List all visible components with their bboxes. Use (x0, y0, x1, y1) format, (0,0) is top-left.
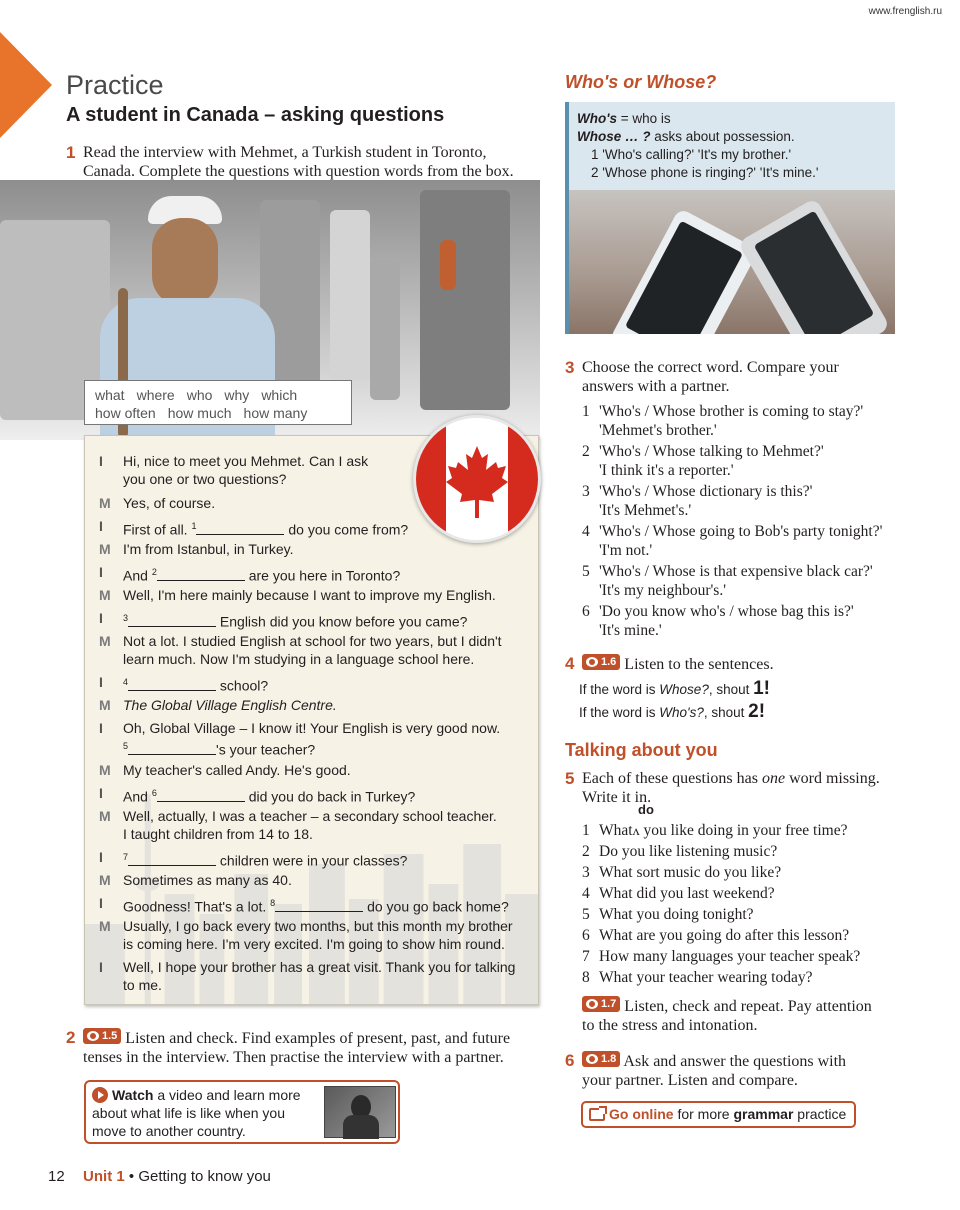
talking-title: Talking about you (565, 740, 718, 760)
dialogue-text (123, 784, 523, 806)
speaker-label: M (99, 808, 111, 824)
item-question: Do you like listening music? (599, 843, 778, 860)
speaker-label: M (99, 541, 111, 557)
dialogue-text-line: Sometimes as many as 40. (123, 872, 292, 888)
grammar-example: 1 'Who's calling?' 'It's my brother.' (591, 147, 792, 162)
item-question: 'Who's / Whose is that expensive black car?' (599, 563, 873, 580)
dialogue-text (123, 586, 523, 604)
speaker-label: I (99, 453, 103, 469)
instruction-line: Canada. Complete the questions with question words from the box. (83, 163, 514, 180)
exercise-number: 3 (565, 358, 575, 377)
speaker-label: I (99, 610, 103, 626)
speaker-label: I (99, 564, 103, 580)
insertion-mark: ʌ (632, 824, 640, 839)
item-question: 'Who's / Whose dictionary is this?' (599, 483, 813, 500)
speaker-label: I (99, 849, 103, 865)
instruction-line: Choose the correct word. Compare your (582, 359, 839, 376)
watch-video-box[interactable] (84, 1080, 400, 1144)
dialogue-text-line: Oh, Global Village – I know it! Your English is very good now. (123, 720, 501, 736)
unit-title: Getting to know you (138, 1168, 271, 1185)
speaker-label: M (99, 697, 111, 713)
speaker-label: M (99, 633, 111, 649)
item-answer: 'I think it's a reporter.' (599, 462, 734, 479)
watch-text: move to another country. (92, 1123, 246, 1139)
exercise-number: 5 (565, 769, 575, 788)
grammar-title: Who's or Whose? (565, 72, 717, 92)
dialogue-text (123, 761, 523, 779)
dialogue-text (123, 563, 523, 585)
speaker-label: I (99, 720, 103, 736)
answer-blank[interactable] (275, 900, 363, 912)
gap-fill-line: $^7$ children were in your classes? (123, 852, 408, 869)
play-icon (92, 1087, 108, 1103)
instruction-line: Write it in. (582, 789, 652, 806)
gap-number: 7 (123, 852, 129, 862)
dialogue-text (123, 871, 523, 889)
instruction-line: Listen, check and repeat. Pay attention (624, 998, 872, 1015)
grammar-rule-1: Who's = who is (577, 111, 671, 126)
gap-number: 8 (270, 898, 276, 908)
item-number: 1 (582, 403, 590, 420)
go-online-button[interactable] (581, 1101, 856, 1128)
item-answer: 'Mehmet's brother.' (599, 422, 717, 439)
site-url: www.frenglish.ru (868, 6, 942, 17)
speaker-label: I (99, 518, 103, 534)
exercise-number: 1 (66, 143, 76, 162)
item-number: 2 (582, 843, 590, 860)
dialogue-text (123, 894, 523, 916)
page-subheading: A student in Canada – asking questions (66, 104, 445, 126)
dialogue-text (123, 696, 523, 714)
instruction-line: your partner. Listen and compare. (582, 1072, 798, 1089)
dialogue-text-line: Well, I hope your brother has a great visit. Thank you for talking (123, 959, 516, 975)
item-number: 4 (582, 885, 590, 902)
word-row-1 (95, 386, 341, 404)
speaker-icon (586, 1054, 598, 1064)
exercise-number: 6 (565, 1051, 575, 1070)
watch-text: a video and learn more (157, 1087, 301, 1103)
shout-rule-2: If the word is Who's?, shout 2! (579, 701, 766, 722)
instruction-line: to the stress and intonation. (582, 1017, 758, 1034)
instruction-line: Listen and check. Find examples of present, past, and future (125, 1030, 511, 1047)
audio-button[interactable] (83, 1028, 121, 1044)
speaker-label: M (99, 762, 111, 778)
gap-fill-line: And $^6$ did you do back in Turkey? (123, 788, 416, 805)
word: how much (167, 405, 232, 421)
item-number: 2 (582, 443, 590, 460)
word: how many (243, 405, 308, 421)
dialogue-text-line: Yes, of course. (123, 495, 216, 511)
speaker-icon (586, 657, 598, 667)
dialogue-text (123, 917, 523, 953)
speaker-label: M (99, 872, 111, 888)
page-heading: Practice (66, 70, 164, 100)
grammar-box (565, 102, 895, 334)
audio-button[interactable] (582, 654, 620, 670)
audio-button[interactable] (582, 996, 620, 1012)
gap-fill-line: $^3$ English did you know before you came? (123, 613, 468, 630)
dialogue-text-line: learn much. Now I'm studying in a language school here. (123, 651, 475, 667)
item-question: 'Who's / Whose talking to Mehmet?' (599, 443, 824, 460)
dialogue-text-line: I'm from Istanbul, in Turkey. (123, 541, 294, 557)
item-question: What sort music do you like? (599, 864, 782, 881)
word: why (224, 387, 250, 403)
watch-label: Watch (112, 1087, 154, 1103)
instruction-line: Ask and answer the questions with (623, 1053, 847, 1070)
speaker-label: M (99, 587, 111, 603)
dialogue-text (123, 848, 523, 870)
dialogue-text (123, 807, 523, 843)
item-question: 'Who's / Whose brother is coming to stay?' (599, 403, 864, 420)
item-question: What your teacher wearing today? (599, 969, 813, 986)
item-number: 3 (582, 483, 590, 500)
exercise-number: 4 (565, 654, 575, 673)
page-number: 12 (48, 1168, 65, 1185)
item-number: 5 (582, 563, 590, 580)
instruction-line: Listen to the sentences. (624, 656, 774, 673)
go-online-label: Go online (609, 1106, 674, 1122)
dialogue-text-line: I taught children from 14 to 18. (123, 826, 313, 842)
item-question: What are you going do after this lesson? (599, 927, 850, 944)
gap-number: 4 (123, 677, 129, 687)
dialogue-text-line: Well, I'm here mainly because I want to improve my English. (123, 587, 496, 603)
audio-button[interactable] (582, 1051, 620, 1067)
audio-track: 1.5 (102, 1029, 118, 1042)
item-answer: 'It's Mehmet's.' (599, 502, 692, 519)
word-row-2 (95, 404, 341, 422)
speaker-label: I (99, 959, 103, 975)
gap-number: 2 (151, 567, 157, 577)
grammar-rule-2: Whose … ? asks about possession. (577, 129, 795, 144)
exercise-5-listen (582, 996, 912, 1035)
word: which (261, 387, 298, 403)
dialogue-text-line: The Global Village English Centre. (123, 697, 337, 713)
exercise-1-instructions (83, 143, 514, 181)
question-word-box (84, 380, 352, 425)
online-text: practice (793, 1106, 847, 1122)
dialogue-text (123, 609, 523, 631)
word: what (95, 387, 125, 403)
answer-blank[interactable] (157, 790, 245, 802)
speaker-label: I (99, 674, 103, 690)
gap-fill-line: Goodness! That's a lot. $^8$ do you go back home? (123, 898, 509, 915)
item-number: 6 (582, 603, 590, 620)
item-answer: 'It's my neighbour's.' (599, 582, 726, 599)
gap-number: 6 (151, 788, 157, 798)
shout-rule-1: If the word is Whose?, shout 1! (579, 678, 771, 699)
item-question: 'Who's / Whose going to Bob's party tonight?' (599, 523, 883, 540)
watch-text: about what life is like when you (92, 1105, 285, 1121)
audio-track: 1.7 (601, 997, 617, 1010)
corner-tab (0, 32, 52, 138)
gap-fill-line: And $^2$ are you here in Toronto? (123, 567, 401, 584)
inserted-word: do (638, 802, 654, 817)
dialogue-text-line: you one or two questions? (123, 471, 287, 487)
item-number: 4 (582, 523, 590, 540)
item-number: 1 (582, 822, 590, 839)
answer-blank[interactable] (128, 854, 216, 866)
gap-number: 1 (191, 521, 197, 531)
dialogue-text (123, 540, 523, 558)
dialogue-text (123, 632, 523, 668)
dialogue-text-line: Well, actually, I was a teacher – a secondary school teacher. (123, 808, 497, 824)
speaker-icon (586, 999, 598, 1009)
answer-blank[interactable] (196, 523, 284, 535)
gap-fill-line: $^5$ 's your teacher? (123, 741, 316, 758)
audio-track: 1.6 (601, 655, 617, 668)
item-question: 'Do you know who's / whose bag this is?' (599, 603, 854, 620)
speaker-icon (87, 1031, 99, 1041)
online-text: for more (673, 1106, 734, 1122)
answer-blank[interactable] (128, 615, 216, 627)
exercise-number: 2 (66, 1028, 76, 1047)
dialogue-text-line: My teacher's called Andy. He's good. (123, 762, 351, 778)
audio-track: 1.8 (601, 1052, 617, 1065)
item-number: 6 (582, 927, 590, 944)
dialogue-text-line: Usually, I go back every two months, but this month my brother (123, 918, 513, 934)
item-question: What you doing tonight? (599, 906, 754, 923)
speaker-label: M (99, 495, 111, 511)
grammar-example: 2 'Whose phone is ringing?' 'It's mine.' (591, 165, 819, 180)
page-footer (48, 1168, 271, 1185)
instruction-line: Read the interview with Mehmet, a Turkish student in Toronto, (83, 144, 487, 161)
item-question: What did you last weekend? (599, 885, 775, 902)
word: who (186, 387, 213, 403)
answer-blank[interactable] (157, 569, 245, 581)
instruction-line: Each of these questions has one word missing. (582, 770, 880, 787)
instruction-line: answers with a partner. (582, 378, 730, 395)
item-question: Whatʌ you like doing in your free time? (599, 822, 848, 839)
dialogue-text-line: to me. (123, 977, 162, 993)
item-number: 7 (582, 948, 590, 965)
dialogue-text (123, 673, 523, 695)
dialogue-text-line: is coming here. I'm very excited. I'm going to show him round. (123, 936, 505, 952)
item-number: 5 (582, 906, 590, 923)
gap-fill-line: $^4$ school? (123, 677, 269, 694)
canada-flag (413, 415, 541, 543)
answer-blank[interactable] (128, 679, 216, 691)
dialogue-text-line: Not a lot. I studied English at school for two years, but I didn't (123, 633, 502, 649)
dialogue-text-line: Hi, nice to meet you Mehmet. Can I ask (123, 453, 369, 469)
item-number: 8 (582, 969, 590, 986)
item-answer: 'It's mine.' (599, 622, 662, 639)
item-answer: 'I'm not.' (599, 542, 653, 559)
gap-fill-line: First of all. $^1$ do you come from? (123, 521, 409, 538)
shout-instructions (579, 678, 770, 724)
dialogue-text (123, 958, 523, 994)
word: where (136, 387, 175, 403)
online-bold: grammar (733, 1106, 794, 1122)
item-number: 3 (582, 864, 590, 881)
answer-blank[interactable] (128, 743, 216, 755)
phones-photo (569, 190, 895, 334)
external-link-icon (589, 1108, 605, 1121)
gap-number: 5 (123, 741, 129, 751)
item-question: How many languages your teacher speak? (599, 948, 861, 965)
speaker-label: M (99, 918, 111, 934)
speaker-label: I (99, 785, 103, 801)
gap-number: 3 (123, 613, 129, 623)
video-thumbnail[interactable] (324, 1086, 396, 1138)
instruction-line: tenses in the interview. Then practise the interview with a partner. (83, 1049, 504, 1066)
speaker-label: I (99, 895, 103, 911)
footer-bullet: • (128, 1168, 135, 1185)
word: how often (95, 405, 156, 421)
dialogue-text (123, 719, 523, 759)
unit-label: Unit 1 (83, 1168, 125, 1185)
